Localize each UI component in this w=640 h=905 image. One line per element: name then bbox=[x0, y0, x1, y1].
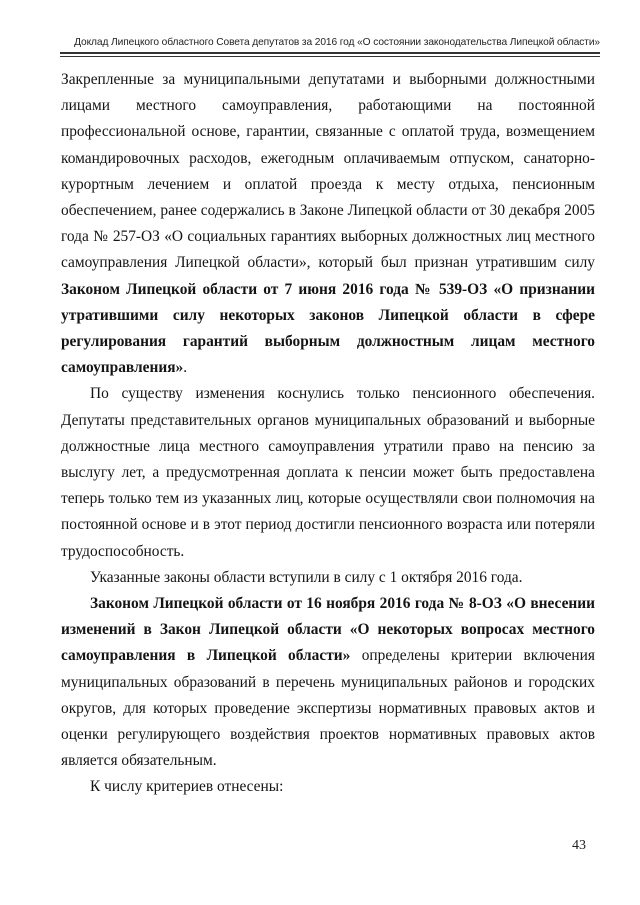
paragraph-1-end: . bbox=[183, 359, 188, 377]
paragraph-3: Указанные законы области вступили в силу с 1 октября 2016 года. bbox=[90, 568, 523, 586]
paragraph-1-text: Закрепленные за муниципальными депутатами и выборными должностными лицами местного самоуправления, работающими на постоянной профессиональной основе, гарантии, связанные с оплатой труда, возмещением командировочных расходов, ежегодным оплачиваемым отпуском, санаторно-курортным лечением и оплатой проезда к месту отдыха, пенсионным обеспечением, ранее содержались в Законе Липецкой области от 30 декабря 2005 года № 257-ОЗ «О социальных гарантиях выборных должностных лиц местного самоуправления Липецкой области», который был признан утратившим силу bbox=[61, 71, 595, 272]
law-8-oz-title: Законом Липецкой области от 16 ноября 2016 года № 8-ОЗ «О внесении изменений в Закон Липецкой области «О некоторых вопросах местного самоуправления в Липецкой области» bbox=[61, 595, 595, 665]
document-body bbox=[61, 67, 595, 801]
page-number: 43 bbox=[572, 838, 586, 853]
paragraph-4-text: определены критерии включения муниципальных образований в перечень муниципальных районов и городских округов, для которых проведение экспертизы нормативных правовых актов и оценки регулирующего воздействия проектов нормативных правовых актов является обязательным. bbox=[61, 647, 595, 770]
law-539-oz-title: Законом Липецкой области от 7 июня 2016 года № 539-ОЗ «О признании утратившими силу некоторых законов Липецкой области в сфере регулирования гарантий выборным должностным лицам местного самоуправления» bbox=[61, 280, 595, 377]
paragraph-4 bbox=[61, 591, 595, 774]
paragraph-2: По существу изменения коснулись только пенсионного обеспечения. Депутаты представительных органов муниципальных образований и выборные должностные лица местного самоуправления утратили право на пенсию за выслугу лет, а предусмотренная доплата к пенсии может быть предоставлена теперь только тем из указанных лиц, которые осуществляли свои полномочия на постоянной основе и в этот период достигли пенсионного возраста или потеряли трудоспособность. bbox=[61, 385, 595, 560]
paragraph-1 bbox=[61, 67, 595, 381]
paragraph-5: К числу критериев отнесены: bbox=[90, 778, 284, 796]
running-header: Доклад Липецкого областного Совета депутатов за 2016 год «О состоянии законодательства Липецкой области» bbox=[74, 37, 600, 48]
header-rule bbox=[60, 52, 600, 57]
